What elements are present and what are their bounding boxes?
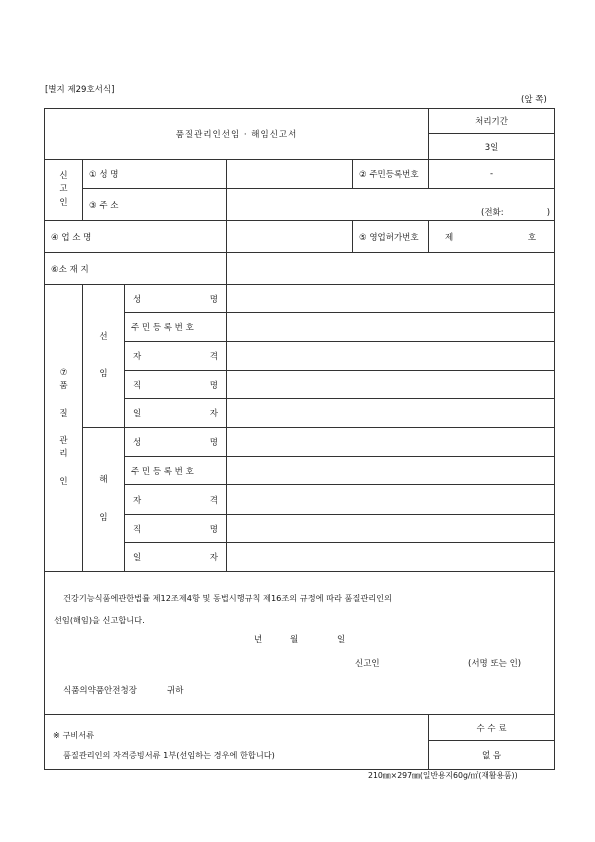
- applicant-rrn-label: ② 주민등록번호: [353, 160, 429, 189]
- phone-close: ): [546, 208, 551, 218]
- dismiss-qualification-label: 자 격: [125, 485, 227, 515]
- license-number-field[interactable]: [429, 221, 555, 253]
- license-prefix: 제: [445, 232, 454, 243]
- appoint-position-field[interactable]: [227, 371, 555, 399]
- dismiss-date-field[interactable]: [227, 543, 555, 572]
- appoint-rrn-field[interactable]: [227, 313, 555, 342]
- page-side-label: (앞 쪽): [521, 95, 547, 105]
- rrn-separator: -: [490, 169, 494, 179]
- dismiss-position-label: 직 명: [125, 515, 227, 543]
- date-day-label: 일: [337, 635, 346, 645]
- appoint-date-label: 일 자: [125, 399, 227, 428]
- paper-spec: 210㎜×297㎜(일반용지60g/㎡(재활용품)): [368, 771, 518, 780]
- applicant-address-field[interactable]: [227, 189, 555, 221]
- signer-note: (서명 또는 인): [468, 659, 522, 669]
- applicant-name-field[interactable]: [227, 160, 353, 189]
- form-reference: [별지 제29호서식]: [45, 85, 115, 95]
- form-title: 품질관리인선임 · 해임신고서: [45, 109, 429, 160]
- applicant-name-label: ① 성 명: [83, 160, 227, 189]
- processing-period-label: 처리기간: [429, 109, 555, 134]
- appoint-name-label: 성 명: [125, 285, 227, 313]
- applicant-rrn-field[interactable]: [429, 160, 555, 189]
- license-suffix: 호: [527, 232, 537, 243]
- location-label: ⑥소 재 지: [45, 253, 227, 285]
- business-name-field[interactable]: [227, 221, 353, 253]
- fee-value: 없 음: [429, 741, 555, 770]
- signer-label: 신고인: [355, 659, 380, 669]
- documents-item: 품질관리인의 자격증빙서류 1부(선임하는 경우에 한합니다): [63, 750, 275, 760]
- processing-period-value: 3일: [429, 134, 555, 160]
- appoint-date-field[interactable]: [227, 399, 555, 428]
- required-documents: [45, 715, 429, 770]
- quality-manager-group-label: ⑦ 품 질 관 리 인: [45, 285, 83, 572]
- appoint-rrn-label: 주 민 등 록 번 호: [125, 313, 227, 342]
- declaration-block: [45, 572, 555, 715]
- dismiss-label: 해 임: [83, 428, 125, 572]
- dismiss-rrn-field[interactable]: [227, 457, 555, 485]
- addressee: 식품의약품안전청장: [63, 686, 137, 696]
- applicant-address-label: ③ 주 소: [83, 189, 227, 221]
- appoint-qualification-label: 자 격: [125, 342, 227, 371]
- dismiss-rrn-label: 주 민 등 록 번 호: [125, 457, 227, 485]
- appoint-position-label: 직 명: [125, 371, 227, 399]
- appoint-qualification-field[interactable]: [227, 342, 555, 371]
- date-month-label: 월: [290, 635, 299, 645]
- location-field[interactable]: [227, 253, 555, 285]
- date-year-label: 년: [254, 635, 263, 645]
- business-name-label: ④ 업 소 명: [45, 221, 227, 253]
- applicant-group-label: 신 고 인: [45, 160, 83, 221]
- fee-label: 수 수 료: [429, 715, 555, 741]
- dismiss-name-label: 성 명: [125, 428, 227, 457]
- dismiss-date-label: 일 자: [125, 543, 227, 572]
- appoint-label: 선 임: [83, 285, 125, 428]
- declaration-line-1: 건강기능식품에관한법률 제12조제4항 및 동법시행규칙 제16조의 규정에 따라 품질관리인의: [63, 593, 392, 603]
- appoint-name-field[interactable]: [227, 285, 555, 313]
- declaration-line-2: 선임(해임)을 신고합니다.: [54, 615, 145, 625]
- documents-heading: ※ 구비서류: [53, 730, 95, 740]
- license-number-label: ⑤ 영업허가번호: [353, 221, 429, 253]
- dismiss-qualification-field[interactable]: [227, 485, 555, 515]
- phone-label: (전화:: [481, 208, 504, 218]
- dismiss-position-field[interactable]: [227, 515, 555, 543]
- addressee-suffix: 귀하: [167, 686, 184, 696]
- report-form: [44, 108, 555, 770]
- dismiss-name-field[interactable]: [227, 428, 555, 457]
